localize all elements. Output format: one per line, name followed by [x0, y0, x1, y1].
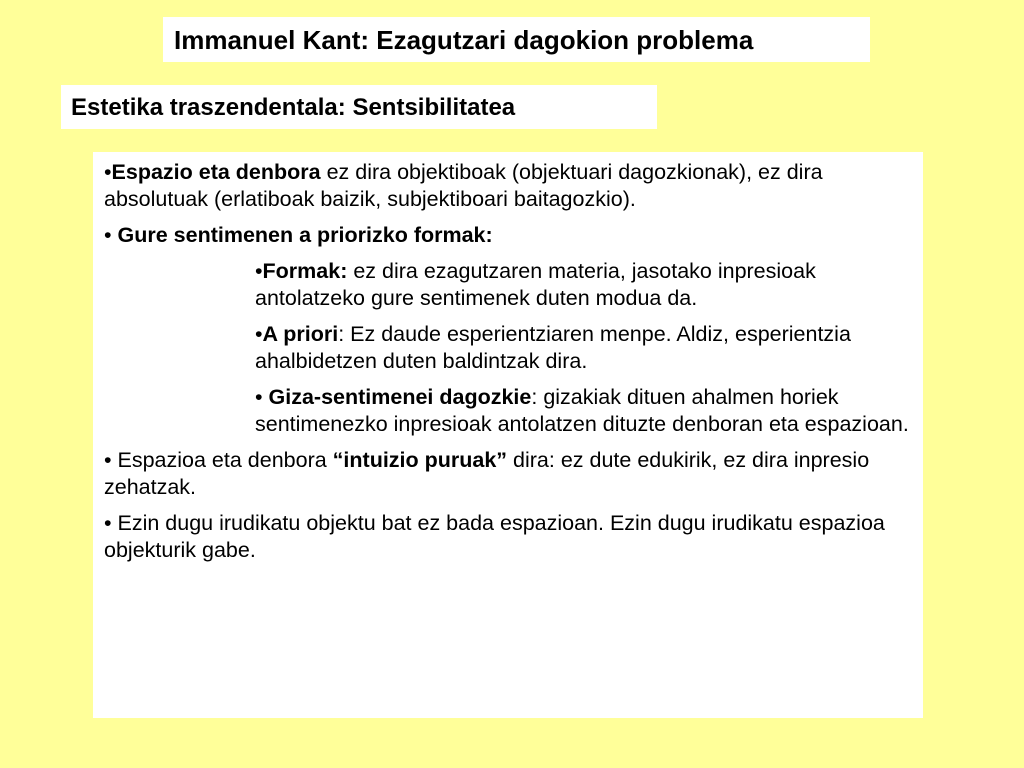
slide-title — [163, 17, 870, 62]
paragraph-formak — [255, 258, 909, 312]
content-box — [93, 152, 923, 718]
slide-subtitle — [61, 85, 657, 129]
paragraph-giza-sentimenei — [255, 384, 909, 438]
bullet: • — [104, 160, 112, 184]
body-text: ez dira objektiboak (objektuari dagozkionak), ez dira absolutuak (erlatiboak baizik, subjektiboari baitagozkio). — [104, 160, 823, 211]
bold-text: “intuizio puruak” — [332, 448, 508, 472]
body-text: • Ezin dugu irudikatu objektu bat ez bada espazioan. Ezin dugu irudikatu espazioa objekturik gabe. — [104, 511, 885, 562]
bold-text: Espazio eta denbora — [111, 160, 321, 184]
bold-text: Giza-sentimenei dagozkie — [268, 385, 532, 409]
bold-text: Formak: — [262, 259, 348, 283]
body-text: : Ez daude esperientziaren menpe. Aldiz, esperientzia ahalbidetzen duten baldintzak dira. — [255, 322, 851, 373]
bold-text: A priori — [262, 322, 339, 346]
body-text: : gizakiak dituen ahalmen horiek sentimenezko inpresioak antolatzen dituzte denboran eta espazioan. — [255, 385, 909, 436]
paragraph-a-priorizko-formak — [104, 222, 909, 249]
paragraph-ezin-dugu-irudikatu — [104, 510, 909, 564]
body-text: • Espazioa eta denbora — [104, 448, 333, 472]
paragraph-intuizio-puruak — [104, 447, 909, 501]
paragraph-espazio-denbora — [104, 159, 909, 213]
paragraph-a-priori — [255, 321, 909, 375]
bullet: • — [255, 385, 269, 409]
body-text: ez dira ezagutzaren materia, jasotako inpresioak antolatzeko gure sentimenek duten modua da. — [255, 259, 816, 310]
slide-subtitle-text: Estetika traszendentala: Sentsibilitatea — [71, 94, 516, 121]
bullet: • — [255, 322, 263, 346]
body-text: dira: ez dute edukirik, ez dira inpresio zehatzak. — [104, 448, 870, 499]
slide-title-text: Immanuel Kant: Ezagutzari dagokion problema — [174, 25, 754, 55]
bullet: • — [104, 223, 118, 247]
bold-text: Gure sentimenen a priorizko formak: — [117, 223, 493, 247]
bullet: • — [255, 259, 263, 283]
